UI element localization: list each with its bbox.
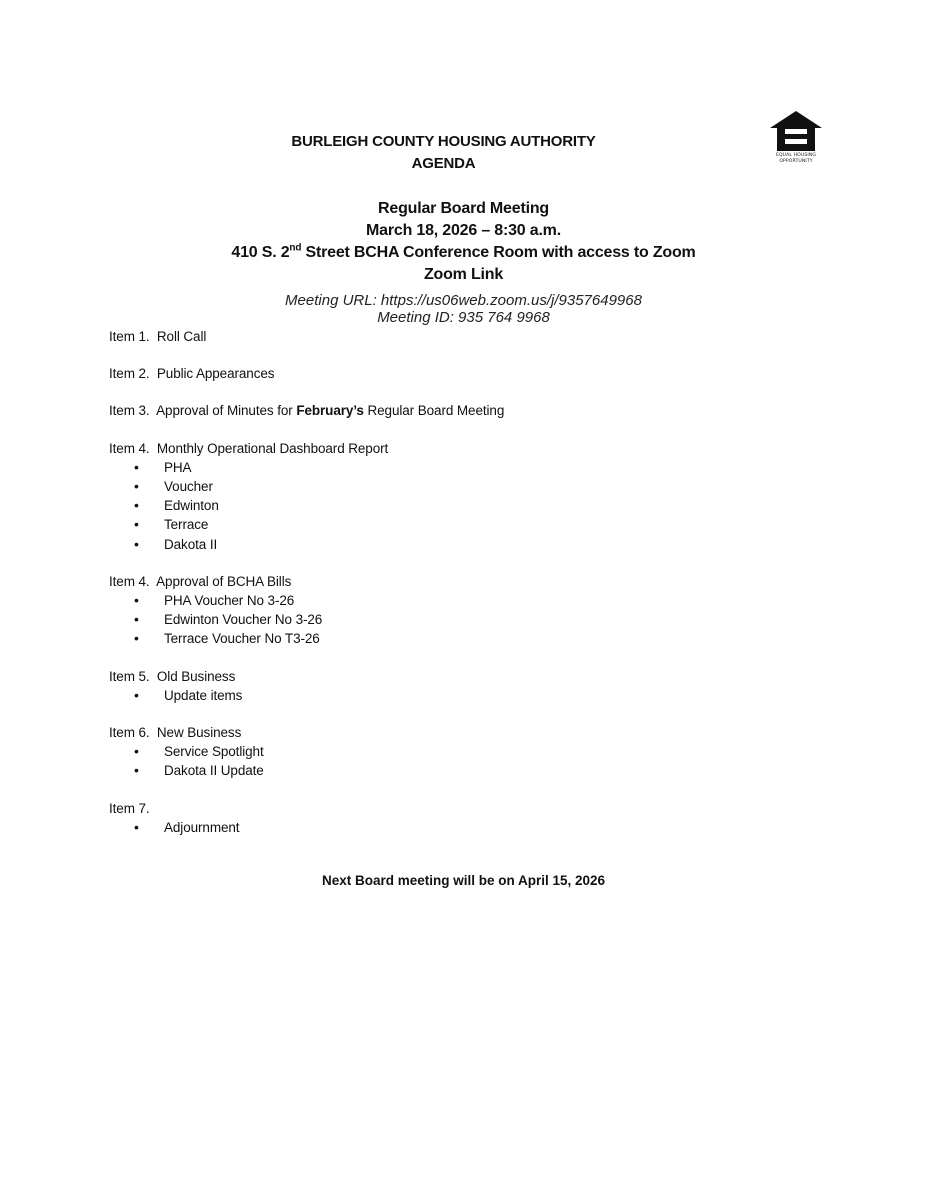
item-title: Monthly Operational Dashboard Report bbox=[156, 440, 389, 456]
agenda-item bbox=[109, 439, 504, 554]
item-title: Old Business bbox=[156, 668, 236, 684]
agenda-item bbox=[109, 667, 504, 705]
logo-caption-line1: EQUAL HOUSING bbox=[775, 153, 817, 158]
item-number: Item 3. bbox=[109, 403, 150, 419]
item-number: Item 2. bbox=[109, 366, 150, 382]
bullet-item: • PHA bbox=[109, 458, 504, 477]
bullet-item: • Voucher bbox=[109, 477, 504, 496]
bullet-item: • Dakota II Update bbox=[109, 761, 504, 780]
agenda-item bbox=[109, 799, 504, 837]
meeting-url: Meeting URL: https://us06web.zoom.us/j/9357649968 bbox=[285, 292, 642, 309]
item-title: New Business bbox=[156, 725, 242, 741]
bullet-item: • Service Spotlight bbox=[109, 742, 504, 761]
agenda-item bbox=[109, 723, 504, 781]
agenda-item bbox=[109, 327, 504, 346]
item-title-before: Approval of Minutes for bbox=[156, 403, 297, 419]
item-title: Roll Call bbox=[156, 329, 207, 344]
bullet-item: • Update items bbox=[109, 686, 504, 705]
next-meeting-note: Next Board meeting will be on April 15, 2026 bbox=[321, 873, 606, 888]
item-number: Item 7. bbox=[109, 800, 150, 816]
bullet-item: • PHA Voucher No 3-26 bbox=[109, 591, 504, 610]
agenda-item bbox=[109, 364, 504, 383]
item-title-after: Regular Board Meeting bbox=[363, 403, 505, 419]
agenda-item-heading bbox=[109, 401, 504, 420]
bullet-list bbox=[109, 818, 504, 837]
item-title-bold: February’s bbox=[296, 403, 364, 419]
item-number: Item 4. bbox=[109, 440, 150, 456]
meeting-title: Regular Board Meeting bbox=[378, 200, 549, 217]
bullet-list bbox=[109, 742, 504, 780]
bullet-item: • Edwinton Voucher No 3-26 bbox=[109, 610, 504, 629]
zoom-heading: Zoom Link bbox=[423, 266, 504, 283]
bullet-item: • Adjournment bbox=[109, 818, 504, 837]
location-suffix: Street BCHA Conference Room with access to Zoom bbox=[301, 244, 696, 261]
item-number: Item 1. bbox=[109, 329, 150, 344]
agenda-item-heading bbox=[109, 439, 504, 458]
meeting-id: Meeting ID: 935 764 9968 bbox=[377, 309, 550, 326]
agenda-item-heading bbox=[109, 327, 504, 346]
meeting-datetime: March 18, 2026 – 8:30 a.m. bbox=[366, 222, 561, 239]
item-title: Approval of BCHA Bills bbox=[156, 573, 292, 589]
item-number: Item 5. bbox=[109, 668, 150, 684]
organization-name: BURLEIGH COUNTY HOUSING AUTHORITY bbox=[291, 133, 596, 150]
bullet-list bbox=[109, 591, 504, 649]
bullet-item: • Edwinton bbox=[109, 496, 504, 515]
bullet-item: • Terrace Voucher No T3-26 bbox=[109, 629, 504, 648]
agenda-item-heading bbox=[109, 364, 504, 383]
agenda-item-heading bbox=[109, 667, 504, 686]
bullet-item: • Dakota II bbox=[109, 535, 504, 554]
location-prefix: 410 S. 2 bbox=[231, 244, 290, 261]
item-title: Public Appearances bbox=[156, 366, 275, 382]
item-number: Item 4. bbox=[109, 573, 150, 589]
logo-caption-line2: OPPORTUNITY bbox=[779, 159, 813, 164]
bullet-list bbox=[109, 686, 504, 705]
meeting-location bbox=[0, 244, 927, 262]
location-superscript: nd bbox=[289, 242, 302, 254]
agenda-item bbox=[109, 572, 504, 649]
agenda-item-heading bbox=[109, 799, 504, 818]
agenda-item-heading bbox=[109, 723, 504, 742]
agenda-list bbox=[109, 327, 504, 855]
bullet-item: • Terrace bbox=[109, 515, 504, 534]
item-number: Item 6. bbox=[109, 725, 150, 741]
agenda-item bbox=[109, 401, 504, 420]
document-type: AGENDA bbox=[411, 155, 476, 172]
agenda-item-heading bbox=[109, 572, 504, 591]
bullet-list bbox=[109, 458, 504, 554]
